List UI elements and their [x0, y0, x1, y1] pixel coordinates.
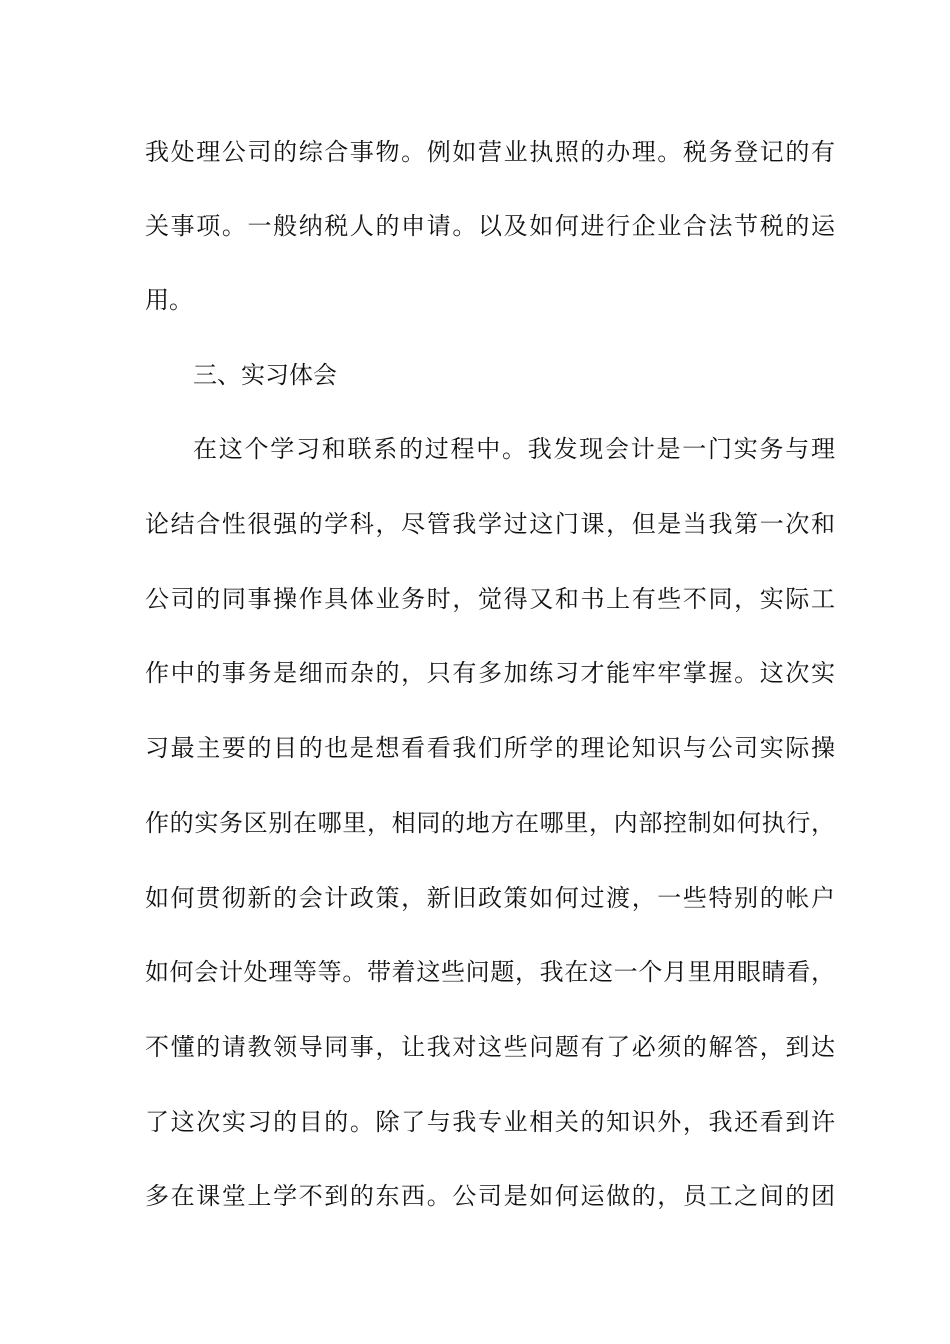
- paragraph-line: 用。: [145, 286, 193, 314]
- paragraph-line: 我处理公司的综合事物。例如营业执照的办理。税务登记的有: [145, 138, 835, 166]
- paragraph-line: 在这个学习和联系的过程中。我发现会计是一门实务与理: [193, 435, 835, 463]
- paragraph-line: 关事项。一般纳税人的申请。以及如何进行企业合法节税的运: [145, 212, 835, 240]
- paragraph-line: 作的实务区别在哪里，相同的地方在哪里，内部控制如何执行，: [145, 809, 835, 837]
- paragraph-line: 如何会计处理等等。带着这些问题，我在这一个月里用眼睛看，: [145, 958, 835, 986]
- paragraph-line: 论结合性很强的学科，尽管我学过这门课，但是当我第一次和: [145, 510, 835, 538]
- paragraph-line: 不懂的请教领导同事，让我对这些问题有了必须的解答，到达: [145, 1033, 835, 1061]
- paragraph-line: 如何贯彻新的会计政策，新旧政策如何过渡，一些特别的帐户: [145, 884, 835, 912]
- paragraph-line: 作中的事务是细而杂的，只有多加练习才能牢牢掌握。这次实: [145, 659, 835, 687]
- paragraph-line: 多在课堂上学不到的东西。公司是如何运做的，员工之间的团: [145, 1182, 835, 1210]
- paragraph-line: 习最主要的目的也是想看看我们所学的理论知识与公司实际操: [145, 734, 835, 762]
- section-heading: 三、实习体会: [193, 361, 337, 389]
- paragraph-line: 公司的同事操作具体业务时，觉得又和书上有些不同，实际工: [145, 585, 835, 613]
- paragraph-line: 了这次实习的目的。除了与我专业相关的知识外，我还看到许: [145, 1108, 835, 1136]
